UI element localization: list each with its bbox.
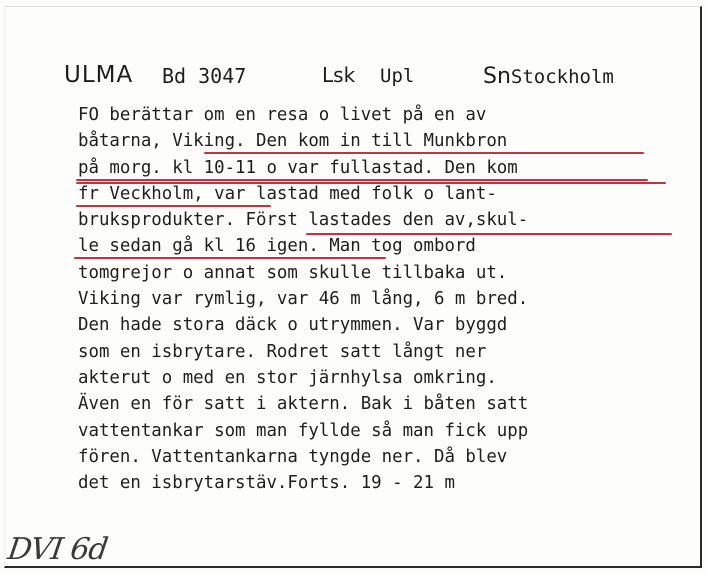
province: Upl [380,65,415,87]
text-line: det en isbrytarstäv.Forts. 19 - 21 m [78,473,455,494]
text-line: fören. Vattentankarna tyngde ner. Då blev [78,446,508,467]
archive-code: ULMA [64,62,134,88]
parish [483,64,614,89]
handwritten-shelfmark: DVI 6d [5,532,110,567]
text-line: bruksprodukter. Först lastades den av,skul- [78,210,529,231]
text-line-content: fr Veckholm, var lastad med folk o lant- [78,183,497,204]
card-body [78,102,698,496]
text-line: Även en för satt i aktern. Bak i båten satt [78,394,529,415]
text-line [78,181,698,207]
card-header [0,62,708,92]
parish-prefix: Sn [483,64,511,89]
text-line [78,233,698,259]
text-line [78,155,698,181]
red-underline [76,182,666,184]
reference-number: Bd 3047 [162,64,247,88]
text-line-content: båtarna, Viking. Den kom in till Munkbron [78,131,508,152]
record-type: Lsk [322,63,356,87]
text-line: FO berättar om en resa o livet på en av [78,105,487,125]
parish-name: Stockholm [510,66,614,88]
text-line-content: le sedan gå kl 16 igen. Man tog ombord [78,236,476,257]
text-line: tomgrejor o annat som skulle tillbaka ut. [78,262,508,283]
text-line: Viking var rymlig, var 46 m lång, 6 m bred. [78,289,529,310]
text-line: akterut o med en stor järnhylsa omkring. [78,367,497,388]
text-line: som en isbrytare. Rodret satt långt ner [78,341,487,362]
text-line-content: på morg. kl 10-11 o var fullastad. Den kom [78,157,518,178]
text-line: Den hade stora däck o utrymmen. Var byggd [78,315,508,336]
text-line [78,128,698,154]
text-line: vattentankar som man fyllde så man fick upp [78,420,529,441]
